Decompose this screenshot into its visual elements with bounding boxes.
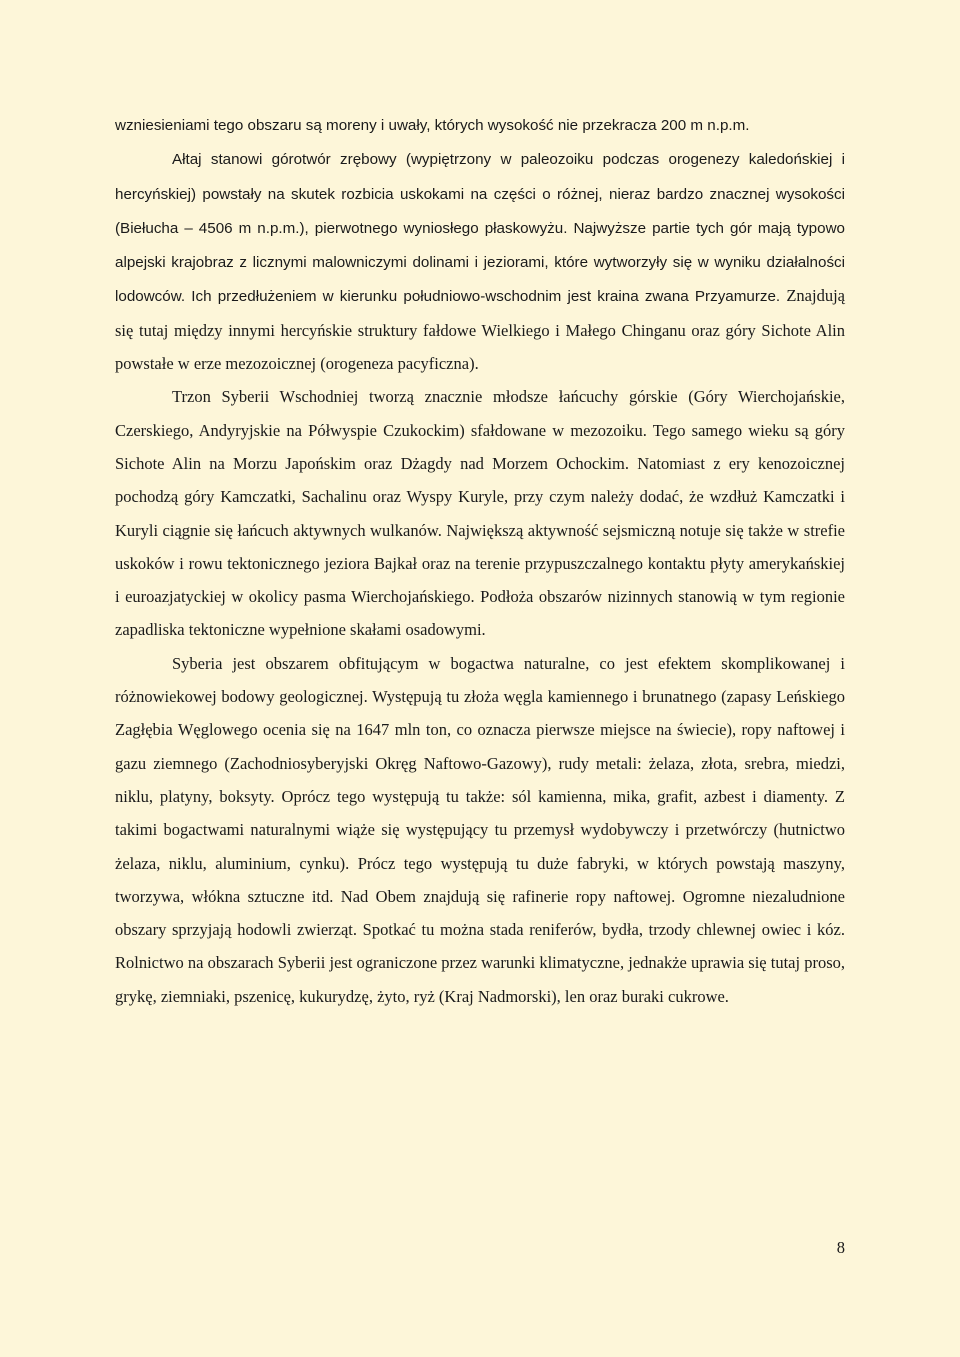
paragraph-1-text: wzniesieniami tego obszaru są moreny i uwały, których wysokość nie przekracza 200 m n.p.m. (115, 117, 750, 134)
page-number: 8 (836, 1238, 845, 1257)
paragraph-1 (115, 108, 845, 142)
paragraph-3-text: Trzon Syberii Wschodniej tworzą znacznie młodsze łańcuchy górskie (Góry Wierchojańskie, Czerskiego, Andyryjskie na Półwyspie Czukockim) sfałdowane w mezozoiku. Tego samego wieku są góry Sichote Alin na Morzu Japońskim oraz Dżagdy nad Morzem Ochockim. Natomiast z ery kenozoicznej pochodzą góry Kamczatki, Sachalinu oraz Wyspy Kuryle, przy czym należy dodać, że wzdłuż Kamczatki i Kuryli ciągnie się łańcuch aktywnych wulkanów. Największą aktywność sejsmiczną notuje się także w strefie uskoków i rowu tektonicznego jeziora Bajkał oraz na terenie przypuszczalnego kontaktu płyty amerykańskiej i euroazjatyckiej w okolicy pasma Wierchojańskiego. Podłoża obszarów nizinnych stanowią w tym regionie zapadliska tektoniczne wypełnione skałami osadowymi. (115, 387, 845, 640)
paragraph-2 (115, 142, 845, 380)
document-page (115, 108, 845, 1013)
paragraph-3 (115, 380, 845, 646)
paragraph-2-text-sans: Ałtaj stanowi górotwór zrębowy (wypiętrzony w paleozoiku podczas orogenezy kaledońskiej i hercyńskiej) powstały na skutek rozbicia uskokami na części o różnej, nieraz bardzo znacznej wysokości (Biełucha – 4506 m n.p.m.), pierwotnego wyniosłego płaskowyżu. Najwyższe partie tych gór mają typowo alpejski krajobraz z licznymi malowniczymi dolinami i jeziorami, które wytworzyły się w wyniku działalności lodowców. Ich przedłużeniem w kierunku południowo-wschodnim jest kraina zwana Przyamurze. (115, 151, 845, 306)
paragraph-2-text-serif: Znajdują się tutaj między innymi hercyńskie struktury fałdowe Wielkiego i Małego Chinganu oraz góry Sichote Alin powstałe w erze mezozoicznej (orogeneza pacyficzna). (115, 286, 845, 374)
paragraph-4-text: Syberia jest obszarem obfitującym w bogactwa naturalne, co jest efektem skomplikowanej i różnowiekowej bodowy geologicznej. Występują tu złoża węgla kamiennego i brunatnego (zapasy Leńskiego Zagłębia Węglowego ocenia się na 1647 mln ton, co oznacza pierwsze miejsce na świecie), ropy naftowej i gazu ziemnego (Zachodniosyberyjski Okręg Naftowo-Gazowy), rudy metali: żelaza, złota, srebra, miedzi, niklu, platyny, boksyty. Oprócz tego występują tu także: sól kamienna, mika, grafit, azbest i diamenty. Z takimi bogactwami naturalnymi wiąże się występujący tu przemysł wydobywczy i przetwórczy (hutnictwo żelaza, niklu, aluminium, cynku). Prócz tego występują tu duże fabryki, w których powstają maszyny, tworzywa, włókna sztuczne itd. Nad Obem znajdują się rafinerie ropy naftowej. Ogromne niezaludnione obszary sprzyjają hodowli zwierząt. Spotkać tu można stada reniferów, bydła, trzody chlewnej owiec i kóz. Rolnictwo na obszarach Syberii jest ograniczone przez warunki klimatyczne, jednakże uprawia się tutaj proso, grykę, ziemniaki, pszenicę, kukurydzę, żyto, ryż (Kraj Nadmorski), len oraz buraki cukrowe. (115, 653, 845, 1006)
paragraph-4 (115, 647, 845, 1013)
